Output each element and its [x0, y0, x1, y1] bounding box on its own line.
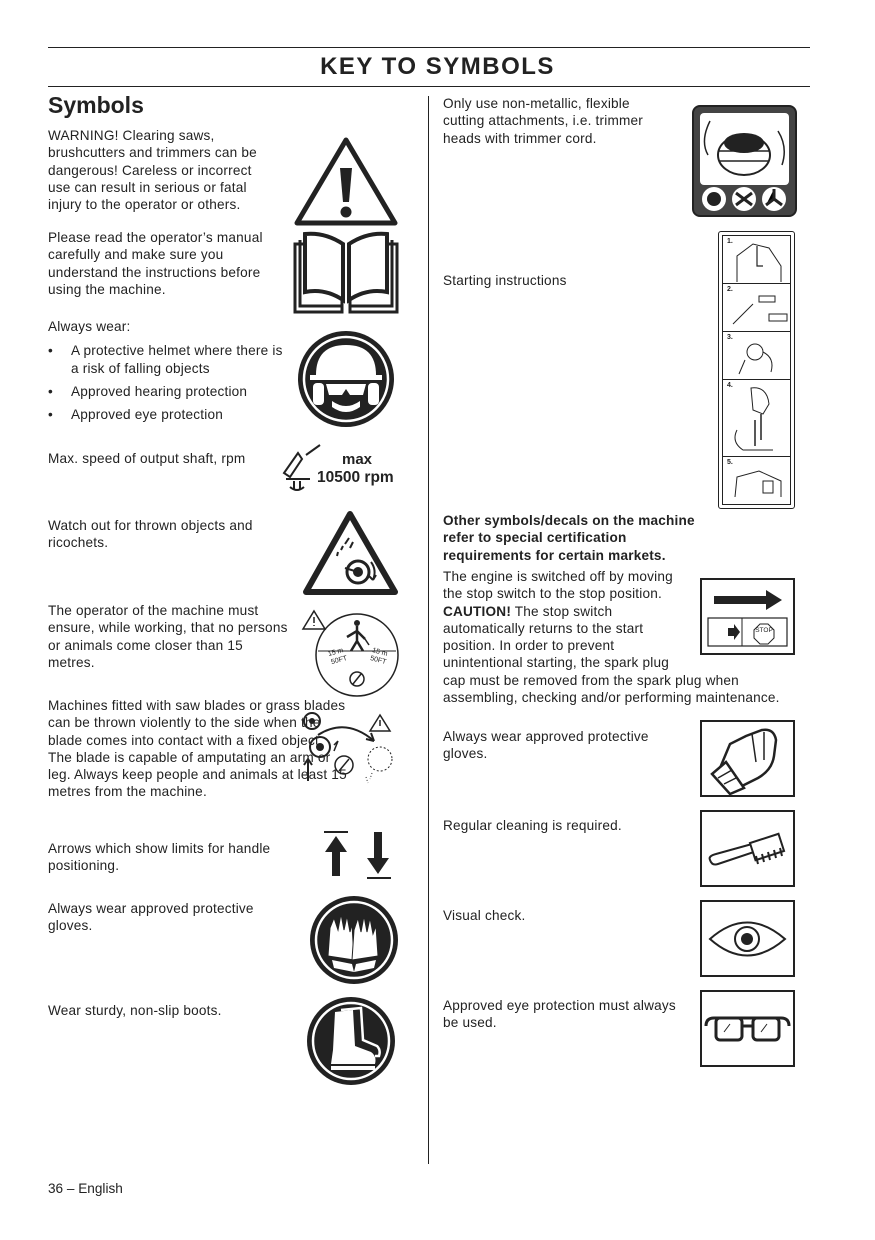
protective-glove-icon — [700, 720, 795, 797]
start-step-3-label: 3. — [727, 334, 733, 342]
title-underline — [48, 86, 810, 87]
distance-label-left-m: 15 m — [327, 647, 345, 658]
start-step-5 — [723, 457, 790, 504]
boots-icon — [305, 996, 397, 1086]
max-speed-icon — [280, 443, 405, 498]
distance-label-right-m: 15 m — [371, 647, 389, 658]
helmet-ear-eye-protection-icon — [296, 329, 396, 429]
stop-caution: CAUTION! — [443, 603, 512, 619]
speed-max-label: max — [342, 451, 373, 468]
speed-rpm-label: 10500 rpm — [317, 469, 394, 486]
visual-check-text: Visual check. — [443, 908, 526, 923]
handle-limit-arrows-icon — [321, 830, 401, 880]
page-footer: 36 – English — [48, 1181, 123, 1196]
wear-item-helmet: • A protective helmet where there is a risk of falling objects — [48, 342, 288, 377]
starting-instructions-decal — [718, 231, 795, 509]
stop-text-1: The engine is switched off by moving the stop switch to the stop position. — [443, 569, 673, 602]
start-step-1-label: 1. — [727, 238, 733, 245]
other-symbols-heading: Other symbols/decals on the machine refer to special certification requirements for certain markets. — [443, 513, 695, 563]
trimmer-head-decal-icon — [692, 105, 797, 217]
page-title: KEY TO SYMBOLS — [320, 53, 555, 80]
warning-triangle-icon — [292, 134, 400, 228]
distance-text: The operator of the machine must ensure, while working, that no persons or animals come closer than 15 metres. — [48, 603, 288, 670]
wear-intro: Always wear: — [48, 319, 131, 334]
boots-text: Wear sturdy, non-slip boots. — [48, 1003, 222, 1018]
cutting-attachments-text: Only use non-metallic, flexible cutting attachments, i.e. trimmer heads with trimmer cord. — [443, 96, 643, 146]
manual-text: Please read the operator’s manual carefully and make sure you understand the instructions before using the machine. — [48, 230, 263, 297]
thrown-objects-text: Watch out for thrown objects and ricochets. — [48, 518, 253, 551]
start-step-4 — [723, 380, 790, 456]
cleaning-text: Regular cleaning is required. — [443, 818, 622, 833]
gloves-text-left: Always wear approved protective gloves. — [48, 901, 254, 934]
start-step-3 — [723, 332, 790, 380]
starting-instructions-text: Starting instructions — [443, 273, 567, 288]
eye-protection-text: Approved eye protection must always be used. — [443, 998, 676, 1031]
distance-label-left-ft: 50FT — [330, 655, 348, 666]
start-step-5-label: 5. — [727, 458, 733, 466]
start-step-1 — [723, 236, 790, 284]
gloves-text-right: Always wear approved protective gloves. — [443, 729, 649, 762]
section-heading: Symbols — [48, 92, 144, 118]
stop-text-2: The stop switch automatically returns to the start position. In order to prevent unintentional starting, the spark plug cap must be removed from the spark plug when assembling, checking and/or performing maintenance. — [443, 603, 780, 706]
cleaning-brush-icon — [700, 810, 795, 887]
blade-warning-text: Machines fitted with saw blades or grass blades can be thrown violently to the side when the blade comes into contact with a fixed object. The blade is capable of amputating an arm or leg. Always keep people and animals at least 15 metres from the machine. — [48, 698, 347, 800]
start-step-2-label: 2. — [727, 286, 733, 294]
warning-text: WARNING! Clearing saws, brushcutters and trimmers can be dangerous! Careless or incorrect use can result in serious or fatal injury to the operator or others. — [48, 128, 257, 213]
thrown-objects-warning-icon — [303, 510, 398, 596]
handle-arrows-text: Arrows which show limits for handle positioning. — [48, 841, 271, 874]
safety-glasses-icon — [700, 990, 795, 1067]
safety-distance-icon — [301, 609, 401, 697]
distance-label-right-ft: 50FT — [369, 655, 387, 666]
wear-item-hearing: • Approved hearing protection — [48, 383, 288, 400]
gloves-icon — [308, 894, 400, 986]
manual-book-icon — [291, 230, 401, 316]
stop-label: STOP — [755, 627, 773, 634]
visual-check-eye-icon — [700, 900, 795, 977]
top-rule — [48, 47, 810, 48]
wear-item-eye: • Approved eye protection — [48, 406, 288, 423]
start-step-4-label: 4. — [727, 382, 733, 390]
column-divider — [428, 96, 429, 1164]
start-step-2 — [723, 284, 790, 332]
wear-list — [48, 318, 288, 429]
speed-text: Max. speed of output shaft, rpm — [48, 451, 246, 466]
stop-switch-decal — [700, 578, 795, 655]
